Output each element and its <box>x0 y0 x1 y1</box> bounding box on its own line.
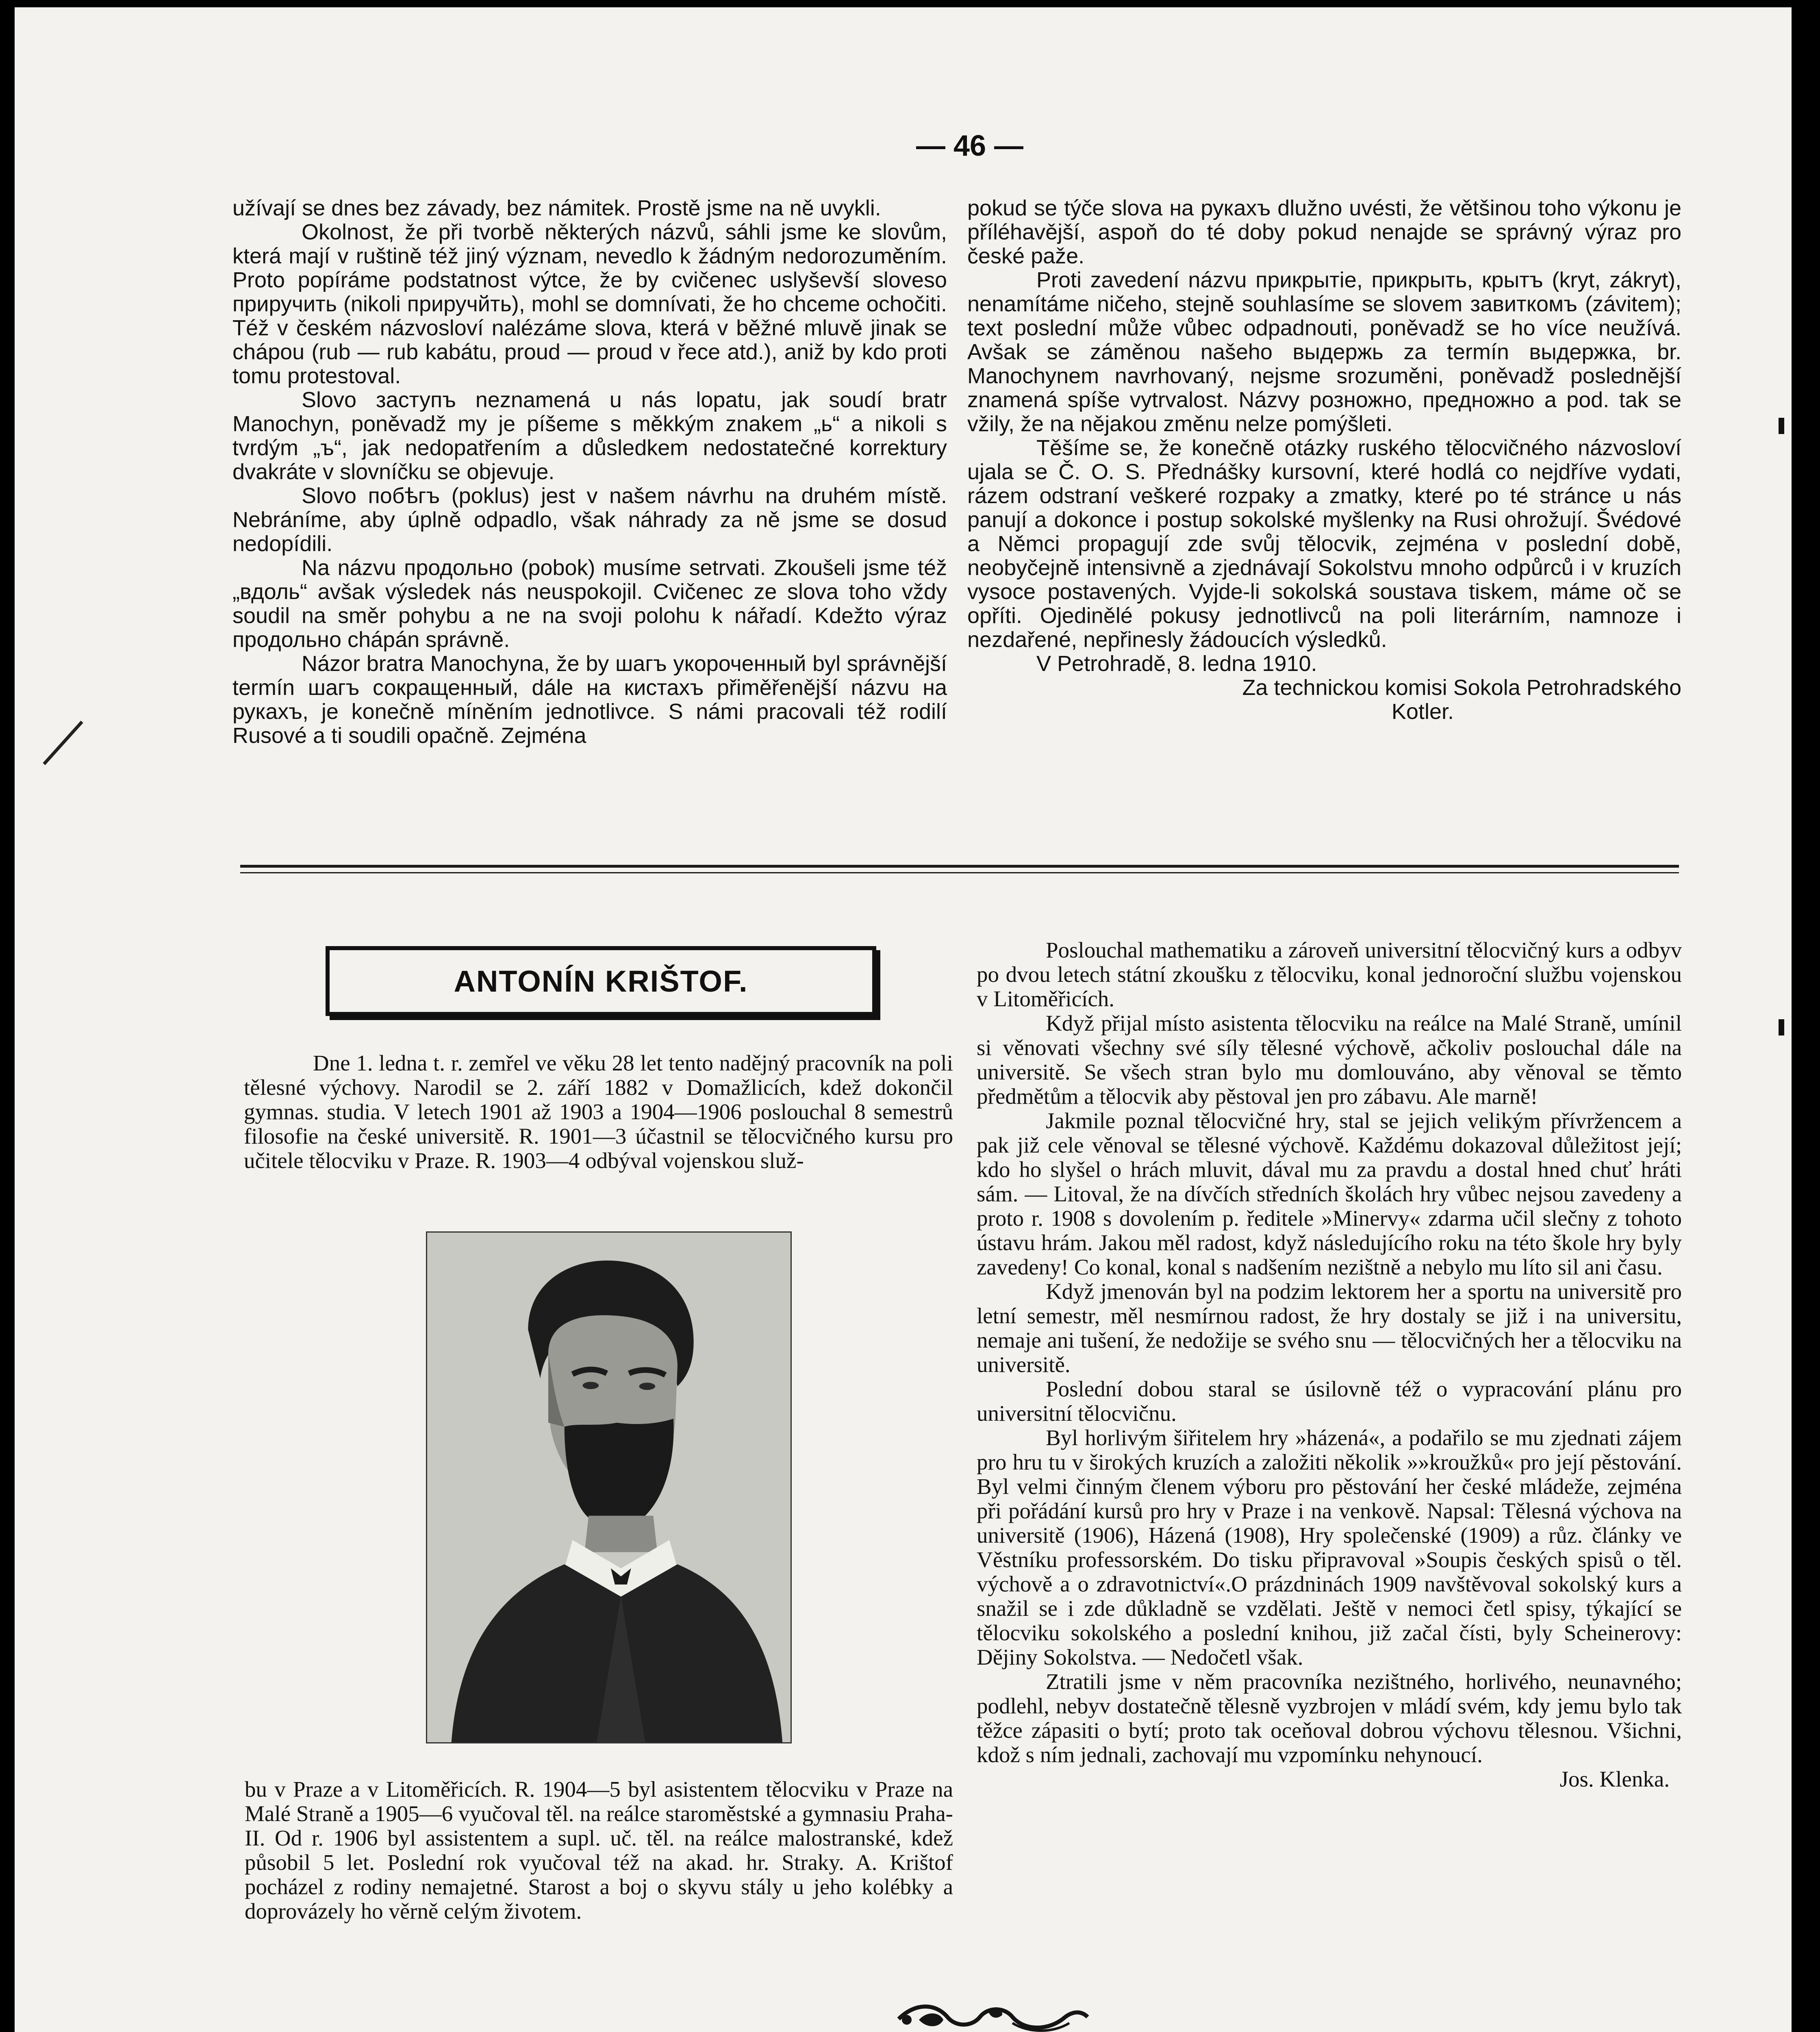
page-number: — 46 — <box>916 130 1024 162</box>
paragraph: Slovo побѣгъ (poklus) jest v našem návrhu na druhém místě. Nebráníme, aby úplně odpadlo, však náhrady za ně jsme se dosud nedopídili. <box>232 484 947 556</box>
obituary-right-column <box>977 938 1682 1791</box>
obituary-left-continuation <box>245 1777 953 1923</box>
portrait-illustration <box>427 1233 791 1742</box>
end-ornament <box>890 1995 1094 2032</box>
portrait-photo <box>426 1231 792 1743</box>
scan-edge-mark <box>1779 418 1784 434</box>
paragraph: Názor bratra Manochyna, že by шагъ укороченный byl správnější termín шагъ сокращенный, dále на кистахъ přiměřenější názvu на рукахъ, je konečně míněním jednotlivce. S námi pracovali též rodilí Rusové a ti soudili opačně. Zejména <box>232 651 947 748</box>
paragraph: Na názvu продольно (pobok) musíme setrvati. Zkoušeli jsme též „вдоль“ avšak výsledek nás neuspokojil. Cvičenec ze slova toho vždy soudil na směr pohybu a ne na svoji polohu k nářadí. Kdežto výraz продольно chápán správně. <box>232 556 947 652</box>
section-divider-bottom <box>240 872 1679 873</box>
paragraph: Když přijal místo asistenta tělocviku na reálce na Malé Straně, umínil si věnovati všechny své síly tělesné výchově, ačkoliv poslouchal dále na universitě. Se všech stran bylo mu domlouváno, aby věnoval se těmto předmětům a tělocvik aby pěstoval jen pro zábavu. Ale marně! <box>977 1011 1682 1109</box>
signature-line: Za technickou komisi Sokola Petrohradského <box>1242 675 1681 700</box>
paragraph: Těšíme se, že konečně otázky ruského tělocvičného názvosloví ujala se Č. O. S. Přednášky kursovní, které hodlá co nejdříve vydati, rázem odstraní veškeré rozpaky a zmatky, které po té stránce u nás panují a dokonce i postup sokolské myšlenky na Rusi ohrožují. Švédové a Němci propagují zde svůj tělocvik, zejména v poslední době, neobyčejně intensivně a zjednávají Sokolstvu mnoho odpůrců i v kruzích vysoce postavených. Vyjde-li sokolská soustava tiskem, máme oč se opříti. Ojedinělé pokusy jednotlivců na poli literárním, namnoze i nezdařené, nepřinesly žádoucích výsledků. <box>967 436 1681 652</box>
signature-name: Kotler. <box>1391 699 1454 724</box>
ornament-flourish-icon <box>890 1995 1094 2032</box>
top-article-right-column <box>967 196 1681 724</box>
paragraph: Poslouchal mathematiku a zároveň universitní tělocvičný kurs a odbyv po dvou letech státní zkoušku z tělocviku, konal jednoroční službu vojenskou v Litoměřicích. <box>977 938 1682 1011</box>
obituary-title-box <box>326 946 876 1016</box>
paragraph: Jakmile poznal tělocvičné hry, stal se jejich velikým přívržencem a pak již cele věnoval se tělesné výchově. Každému dokazoval důležitost její; kdo ho slyšel o hrách mluvit, dával mu za pravdu a dostal hned chuť hráti sám. — Litoval, že na dívčích středních školách hry vůbec nejsou zavedeny a proto r. 1908 s dovolením p. ředitele »Minervy« zdarma učil slečny z tohoto ústavu hrám. Jakou měl radost, když následujícího roku na této škole hry byly zavedeny! Co konal, konal s nadšením nezištně a nebylo mu líto sil ani času. <box>977 1108 1682 1279</box>
paragraph: Okolnost, že při tvorbě některých názvů, sáhli jsme ke slovům, která mají v ruštině též jiný význam, nevedlo k žádným nedorozuměním. Proto popíráme podstatnost výtce, že by cvičenec uslyševší sloveso приручить (nikoli приручйть), mohl se domnívati, že ho chceme ochočiti. Též v českém názvosloví nalézáme slova, která v běžné mluvě jinak se chápou (rub — rub kabátu, proud — proud v řece atd.), aniž by kdo proti tomu protestoval. <box>232 220 947 388</box>
author-signature: Jos. Klenka. <box>1559 1767 1670 1791</box>
paragraph: užívají se dnes bez závady, bez námitek. Prostě jsme na ně uvykli. <box>232 196 881 220</box>
scan-edge-mark <box>1779 1019 1784 1036</box>
paragraph: Proti zavedení názvu прикрытіе, прикрыть, крытъ (kryt, zákryt), nenamítáme ničeho, stejně souhlasíme se slovem завиткомъ (závitem); text poslední může vůbec odpadnouti, poněvadž se ho více neužívá. Avšak se záměnou našeho выдержь za termín выдержка, br. Manochynem navrhovaný, nejsme srozuměni, poněvadž poslednější znamená spíše vytrvalost. Názvy розножно, предножно a pod. tak se vžily, že na nějakou změnu nelze pomýšleti. <box>967 268 1681 436</box>
paragraph: Slovo заступъ neznamená u nás lopatu, jak soudí bratr Manochyn, poněvadž my je píšeme s měkkým znakem „ь“ a nikoli s tvrdým „ъ“, jak nedopatřením a důsledkem nedostatečné korrektury dvakráte v slovníčku se objevuje. <box>232 388 947 484</box>
paragraph: Poslední dobou staral se úsilovně též o vypracování plánu pro universitní tělocvičnu. <box>977 1376 1682 1426</box>
section-divider-top <box>240 865 1679 868</box>
scanned-page <box>15 7 1792 2032</box>
scan-slash-mark <box>43 721 83 765</box>
obituary-intro <box>244 1051 953 1173</box>
dateline: V Petrohradě, 8. ledna 1910. <box>1036 651 1317 676</box>
obituary-title: ANTONÍN KRIŠTOF. <box>454 964 748 998</box>
paragraph: Ztratili jsme v něm pracovníka nezištného, horlivého, neunavného; podlehl, nebyv dostatečně tělesně vyzbrojen v mládí svém, kdy jemu bylo tak těžce zápasiti o bytí; proto tak oceňoval dobrou výchovu tělesnou. Všichni, kdož s ním jednali, zachovají mu vzpomínku nehynoucí. <box>977 1669 1682 1767</box>
paragraph: Když jmenován byl na podzim lektorem her a sportu na universitě pro letní semestr, měl nesmírnou radost, že hry dostaly se již i na universitu, nemaje ani tušení, že nedožije se svého snu — tělocvičných her a tělocviku na universitě. <box>977 1279 1682 1377</box>
paragraph: Dne 1. ledna t. r. zemřel ve věku 28 let tento nadějný pracovník na poli tělesné výchovy. Narodil se 2. září 1882 v Domažlicích, kdež dokončil gymnas. studia. V letech 1901 až 1903 a 1904—1906 poslouchal 8 semestrů filosofie na české universitě. R. 1901—3 účastnil se tělocvičného kursu pro učitele tělocviku v Praze. R. 1903—4 odbýval vojenskou služ- <box>244 1051 953 1173</box>
paragraph: Byl horlivým šiřitelem hry »házená«, a podařilo se mu zjednati zájem pro hru tu v širokých kruzích a založiti několik »»kroužků« pro její pěstování. Byl velmi činným členem výboru pro pěstování her české mládeže, zejména při pořádání kursů pro hry v Praze i na venkově. Napsal: Tělesná výchova na universitě (1906), Házená (1908), Hry společenské (1909) a růz. články ve Věstníku professorském. Do tisku připravoval »Soupis českých spisů o těl. výchově a o zdravotnictví«.O prázdninách 1909 navštěvoval sokolský kurs a snažil se i zde důkladně se vzdělati. Ještě v nemoci četl spisy, týkající se tělocviku sokolského a poslední knihou, již začal čísti, byly Scheinerovy: Dějiny Sokolstva. — Nedočetl však. <box>977 1425 1682 1669</box>
paragraph: bu v Praze a v Litoměřicích. R. 1904—5 byl asistentem tělocviku v Praze na Malé Straně a 1905—6 vyučoval těl. na reálce staroměstské a gymnasiu Praha-II. Od r. 1906 byl assistentem a supl. uč. těl. na reálce malostranské, kdež působil 5 let. Poslední rok vyučoval též na akad. hr. Straky. A. Krištof pocházel z rodiny nemajetné. Starost a boj o skyvu stály u jeho kolébky a doprovázely ho věrně celým životem. <box>245 1777 953 1923</box>
paragraph: pokud se týče slova на рукахъ dlužno uvésti, že většinou toho výkonu je příléhavější, aspoň do té doby pokud nenajde se správný výraz pro české paže. <box>967 196 1681 268</box>
top-article-left-column <box>232 196 947 748</box>
